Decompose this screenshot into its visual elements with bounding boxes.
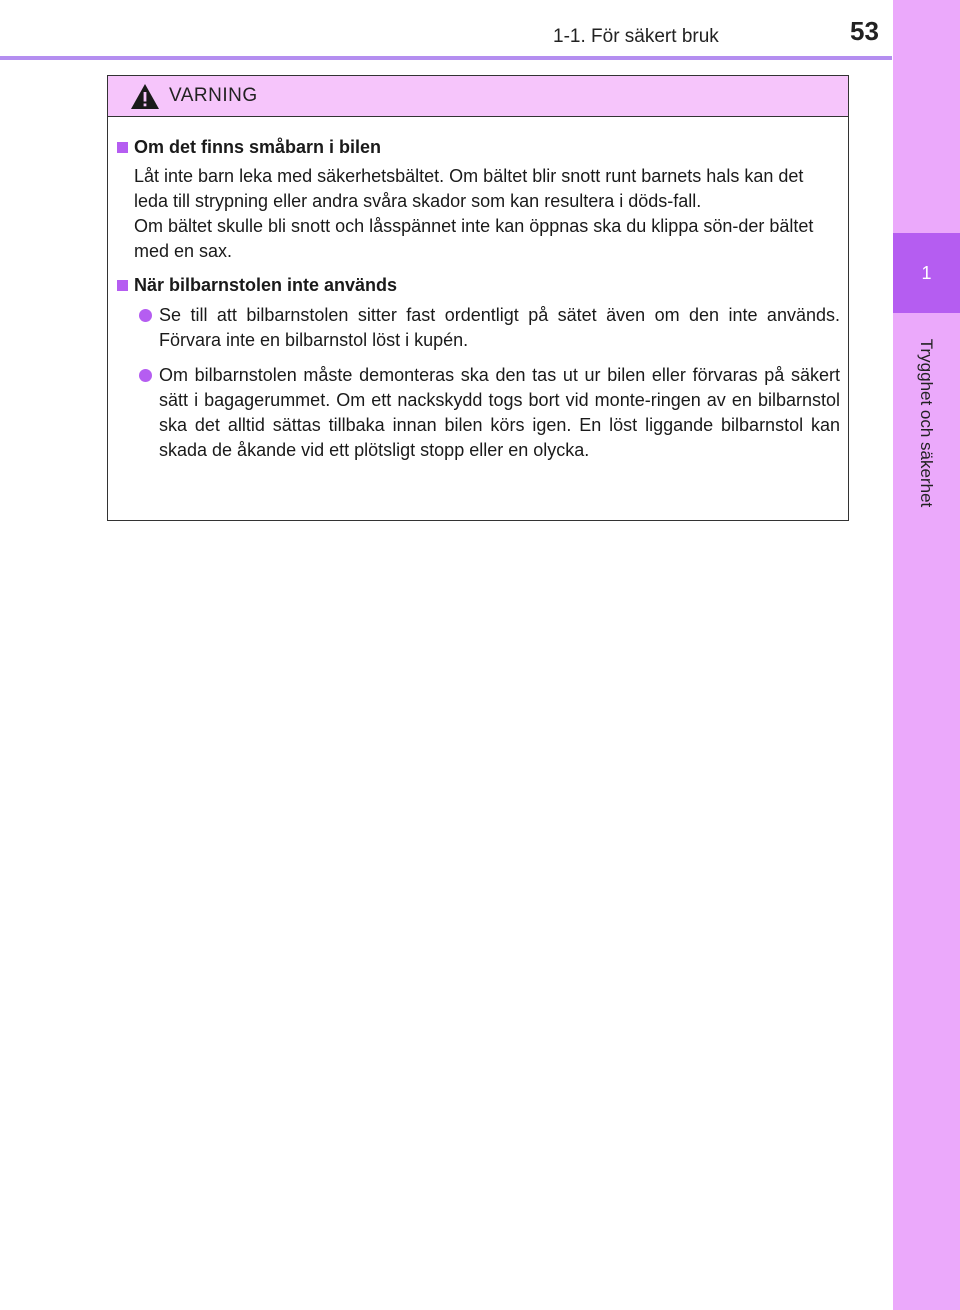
warning-box bbox=[107, 75, 849, 521]
square-bullet-icon bbox=[117, 142, 128, 153]
warning-triangle-icon bbox=[130, 83, 160, 110]
section-heading-text: Om det finns småbarn i bilen bbox=[134, 137, 382, 157]
warning-title: VARNING bbox=[169, 85, 258, 106]
paragraph: Om bältet skulle bli snott och låsspännet inte kan öppnas ska du klippa sön-der bältet med en sax. bbox=[134, 216, 814, 261]
side-chapter-title: Trygghet och säkerhet bbox=[917, 338, 936, 508]
square-bullet-icon bbox=[117, 280, 128, 291]
page-number: 53 bbox=[850, 16, 879, 46]
warning-body bbox=[108, 117, 848, 463]
list-item-text: Om bilbarnstolen måste demonteras ska den tas ut ur bilen eller förvaras på säkert sätt i bagagerummet. Om ett nackskydd togs bort vid monte-ringen av en bilbarnstol ska det alltid sättas tillbaka innan bilen körs igen. En löst liggande bilbarnstol kan skada de åkande vid ett plötsligt stopp eller en olycka. bbox=[159, 365, 840, 460]
section-heading bbox=[116, 134, 840, 160]
header-divider bbox=[0, 56, 892, 60]
section-heading bbox=[116, 272, 840, 298]
section-heading-text: När bilbarnstolen inte används bbox=[134, 275, 398, 295]
warning-header bbox=[108, 76, 848, 117]
circle-bullet-icon bbox=[139, 369, 152, 382]
header-section-title: 1-1. För säkert bruk bbox=[553, 26, 719, 47]
paragraph: Låt inte barn leka med säkerhetsbältet. Om bältet blir snott runt barnets hals kan det leda till strypning eller andra svåra skador som kan resultera i döds-fall. bbox=[134, 166, 804, 211]
list-item bbox=[116, 303, 840, 353]
side-chapter-number: 1 bbox=[893, 233, 960, 313]
circle-bullet-icon bbox=[139, 309, 152, 322]
side-tab bbox=[893, 0, 960, 1310]
list-item-text: Se till att bilbarnstolen sitter fast ordentligt på sätet även om den inte används. Förvara inte en bilbarnstol löst i kupén. bbox=[159, 305, 840, 350]
list-item bbox=[116, 363, 840, 463]
